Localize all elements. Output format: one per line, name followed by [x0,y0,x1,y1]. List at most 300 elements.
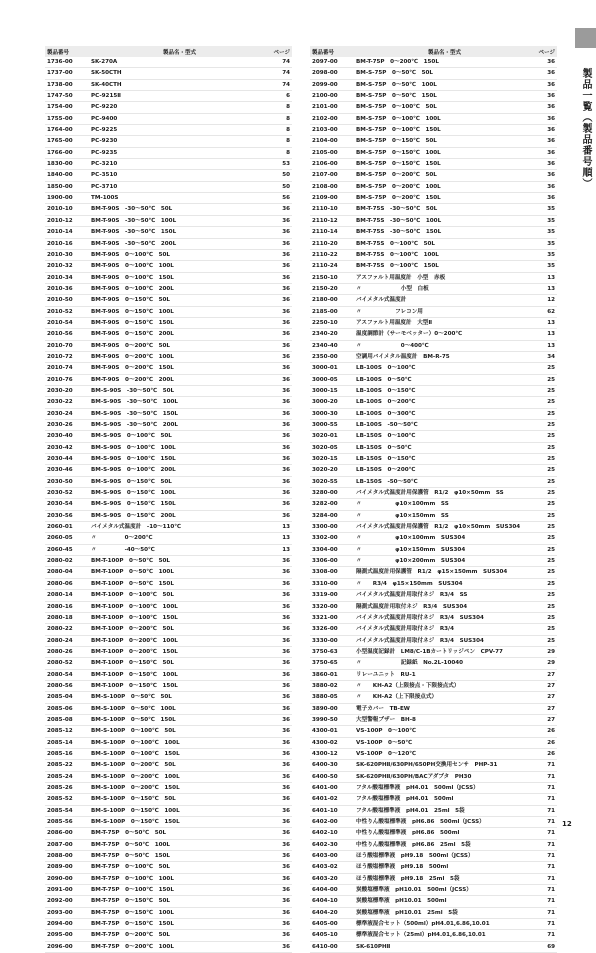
product-name: LB-100S 0～150℃ [356,387,416,394]
table-row [310,749,557,760]
table-row [310,477,557,488]
page-ref: 36 [282,864,290,871]
table-row [45,227,292,238]
page-ref: 36 [282,592,290,599]
page-ref: 25 [547,580,555,587]
table-row [45,942,292,953]
page-ref: 36 [282,342,290,349]
page-ref: 36 [282,875,290,882]
table-row [45,114,292,125]
table-row [310,942,557,953]
product-code: 2085-54 [47,807,73,814]
table-row [45,159,292,170]
product-name: バイメタル式温度計用取付ネジ R3/4 SS [356,592,468,599]
header-code: 製品番号 [312,49,335,56]
product-name: 〃 -40～50℃ [91,546,155,553]
page-ref: 36 [282,932,290,939]
product-name: バイメタル式温度計用保護管 R1/2 φ10×50mm SUS304 [356,524,521,531]
product-code: 2085-06 [47,705,73,712]
product-code: 2110-24 [312,263,338,270]
product-name: BM-T-90S 0～150℃ 100L [91,308,174,315]
page-ref: 36 [547,161,555,168]
page-ref: 13 [547,319,555,326]
page-ref: 8 [286,104,290,111]
table-row [310,556,557,567]
page-ref: 29 [547,660,555,667]
product-name: VS-100P 0～120℃ [356,750,416,757]
table-row [310,261,557,272]
table-row [45,57,292,68]
table-row [45,545,292,556]
page-ref: 36 [282,841,290,848]
product-name: ほう酸塩標準液 pH9.18 500ml [356,864,449,871]
product-name: BM-T-75S 0～100℃ 100L [356,251,439,258]
product-code: 1754-00 [47,104,73,111]
product-code: 4300-02 [312,739,338,746]
page-ref: 36 [282,614,290,621]
page-ref: 36 [547,104,555,111]
product-code: 3880-05 [312,694,338,701]
page-ref: 36 [282,603,290,610]
product-name: BM-S-100P 0～200℃ 100L [91,773,180,780]
header-name: 製品名・型式 [162,49,196,56]
product-name: LB-100S 0～50℃ [356,376,412,383]
page-ref: 36 [282,762,290,769]
product-code: 3304-00 [312,546,338,553]
product-name: 中性りん酸塩標準液 pH6.86 500ml（JCSS） [356,819,485,826]
page-ref: 56 [282,195,290,202]
product-code: 3000-30 [312,410,338,417]
page-ref: 25 [547,433,555,440]
table-row [45,772,292,783]
product-name: SK-620PHⅡ/630PH/BACアダプタ PH30 [356,773,472,780]
product-code: 2010-30 [47,251,73,258]
table-row [310,409,557,420]
product-code: 2030-26 [47,422,73,428]
table-row [310,148,557,159]
product-code: 1738-00 [47,81,73,88]
product-name: BM-S-100P 0～150℃ 100L [91,807,180,814]
table-body [45,57,292,953]
page-ref: 36 [282,943,290,950]
product-name: BM-T-100P 0～150℃ 150L [91,682,178,689]
page-ref: 69 [547,943,555,950]
table-row [310,125,557,136]
page-ref: 13 [547,274,555,281]
page-ref: 8 [286,138,290,145]
page-ref: 25 [547,524,555,531]
table-row [45,443,292,454]
table-row [45,261,292,272]
table-row [45,930,292,941]
table-row [310,284,557,295]
table-row [45,522,292,533]
table-row [45,908,292,919]
header-page: ページ [273,49,290,56]
table-row [45,658,292,669]
product-name: BM-T-90S 0～150℃ 200L [91,331,174,338]
page-ref: 13 [282,524,290,531]
page-ref: 36 [547,195,555,202]
table-row [310,170,557,181]
page-ref: 36 [282,387,290,394]
product-name: BM-S-75P 0～150℃ 100L [356,149,441,156]
table-row [310,670,557,681]
page-ref: 71 [547,898,555,905]
page-ref: 50 [282,172,290,179]
product-name: BM-T-100P 0～50℃ 100L [91,569,174,576]
product-code: 6410-00 [312,943,338,950]
product-code: 3000-01 [312,365,338,372]
product-code: 2085-24 [47,773,73,780]
page-ref: 13 [547,342,555,349]
page-ref: 36 [282,240,290,247]
table-row [310,658,557,669]
product-code: 6404-10 [312,898,338,905]
product-code: 2110-14 [312,229,338,236]
table-row [45,636,292,647]
product-code: 2105-00 [312,149,338,156]
product-code: 6404-00 [312,887,338,894]
table-row [310,363,557,374]
product-code: 2110-20 [312,240,338,247]
page-ref: 35 [547,251,555,258]
table-row [310,908,557,919]
table-row [310,738,557,749]
table-row [310,250,557,261]
product-code: 2340-20 [312,331,338,338]
page-ref: 36 [282,308,290,315]
product-name: 電子カバー TB-EW [356,705,410,712]
page-ref: 36 [282,353,290,360]
product-name: BM-T-75P 0～50℃ 100L [91,841,170,848]
table-row [45,896,292,907]
product-name: PC-3510 [91,172,118,179]
product-code: 3750-65 [312,660,338,667]
page-ref: 13 [547,331,555,338]
table-row [310,885,557,896]
table-row [45,488,292,499]
product-code: 6401-02 [312,796,338,803]
page-ref: 36 [282,773,290,780]
table-row [45,624,292,635]
page-ref: 36 [282,263,290,270]
table-row [310,624,557,635]
product-code: 6402-00 [312,819,338,826]
table-row [310,806,557,817]
page-ref: 36 [547,149,555,156]
product-name: BM-T-100P 0～200℃ 50L [91,626,174,633]
product-name: BM-S-90S 0～150℃ 150L [91,501,176,508]
product-code: 2086-00 [47,830,73,837]
product-code: 6403-00 [312,853,338,860]
product-name: BM-T-100P 0～50℃ 150L [91,580,174,587]
product-code: 2094-00 [47,921,73,928]
product-name: BM-S-90S 0～100℃ 200L [91,467,176,474]
product-code: 2085-26 [47,785,73,791]
page-ref: 53 [282,161,290,168]
product-code: 2030-56 [47,512,73,519]
product-code: 2010-52 [47,308,73,315]
table-row [310,341,557,352]
table-header [310,46,557,57]
page-ref: 36 [282,671,290,678]
table-row [45,613,292,624]
product-code: 3000-15 [312,387,338,394]
table-row [45,136,292,147]
page-ref: 71 [547,773,555,780]
table-row [310,862,557,873]
page-ref: 71 [547,853,555,860]
product-code: 6405-10 [312,932,338,939]
product-name: BM-T-90S 0～200℃ 150L [91,365,174,372]
table-row [310,783,557,794]
table-row [310,817,557,828]
table-row [310,851,557,862]
product-name: 〃 φ10×150mm SUS304 [356,546,466,553]
product-name: 〃 φ10×100mm SS [356,501,449,508]
product-code: 2030-20 [47,387,73,394]
product-name: 炭酸塩標準液 pH10.01 25ml 5袋 [356,909,458,916]
product-name: 温度調節計（サーモベッター）0～200℃ [356,331,463,338]
product-code: 2097-00 [312,59,338,65]
product-code: 2030-54 [47,501,73,508]
page-ref: 36 [282,501,290,508]
product-code: 2087-00 [47,841,73,848]
product-code: 1736-00 [47,59,73,65]
page-ref: 35 [547,263,555,270]
table-row [45,738,292,749]
product-code: 2010-34 [47,274,73,281]
page-ref: 71 [547,875,555,882]
page-ref: 25 [547,501,555,508]
product-name: LB-150S -50～50℃ [356,478,418,485]
product-code: 2104-00 [312,138,338,145]
page-ref: 36 [282,637,290,644]
table-row [45,363,292,374]
product-name: BM-S-100P 0～50℃ 150L [91,716,176,723]
page-ref: 36 [282,251,290,258]
table-row [45,579,292,590]
table-row [45,148,292,159]
product-code: 2080-56 [47,682,73,689]
table-row [45,454,292,465]
page-ref: 34 [547,353,555,360]
page-ref: 62 [547,308,555,315]
page-ref: 8 [286,127,290,134]
product-name: BM-T-90S 0～100℃ 50L [91,251,170,258]
table-row [45,409,292,420]
table-row [310,397,557,408]
product-name: 炭酸塩標準液 pH10.01 500ml（JCSS） [356,887,472,894]
product-code: 3020-55 [312,478,338,485]
product-code: 2085-12 [47,728,73,735]
product-name: SK-620PHⅡ/630PH/650PH交換用センサ PHP-31 [356,762,498,769]
product-name: BM-S-75P 0～100℃ 150L [356,127,441,134]
table-row [310,840,557,851]
product-code: 2098-00 [312,70,338,77]
table-row [45,420,292,431]
table-row [45,511,292,522]
product-name: 中性りん酸塩標準液 pH6.86 500ml [356,830,460,837]
table-row [45,431,292,442]
product-name: BM-S-75P 0～150℃ 50L [356,138,437,145]
product-name: 〃 KH-A2（上限接点・下限接点式） [356,682,460,689]
page-ref: 25 [547,614,555,621]
page-ref: 25 [547,387,555,394]
product-name: BM-S-90S 0～150℃ 100L [91,490,176,497]
product-name: BM-T-75P 0～100℃ 150L [91,887,174,894]
product-code: 3020-05 [312,444,338,451]
table-row [310,57,557,68]
chapter-title: 製品一覧（製品番号順） [580,68,591,189]
product-code: 2030-42 [47,444,73,451]
table-row [45,806,292,817]
product-name: 〃 小型 白板 [356,285,429,292]
product-name: BM-T-100P 0～150℃ 50L [91,660,174,667]
product-code: 3020-15 [312,456,338,463]
table-row [310,545,557,556]
product-code: 1737-00 [47,70,73,77]
page-ref: 27 [547,671,555,678]
product-name: BM-T-75S 0～100℃ 150L [356,263,439,270]
product-name: アスファルト用温度計 小型 赤板 [356,274,446,281]
table-row [310,647,557,658]
product-code: 2108-00 [312,183,338,190]
product-code: 2150-10 [312,274,338,281]
table-row [45,284,292,295]
product-name: PC-9225 [91,127,118,134]
table-row [45,670,292,681]
product-name: BM-S-75P 0～50℃ 50L [356,70,433,77]
chapter-tab-marker [575,28,596,48]
product-code: 2085-08 [47,716,73,723]
product-name: 隔測式温度計用保護管 R1/2 φ15×150mm SUS304 [356,569,508,576]
page-ref: 71 [547,762,555,769]
product-code: 2080-16 [47,603,73,610]
product-code: 3020-20 [312,467,338,474]
product-name: BM-T-90S 0～200℃ 200L [91,376,174,383]
product-code: 2089-00 [47,864,73,871]
table-row [310,533,557,544]
product-code: 2010-54 [47,319,73,326]
product-name: BM-S-90S -30～50℃ 150L [91,410,179,417]
product-code: 3990-50 [312,716,338,723]
product-name: LB-100S -50～50℃ [356,422,418,428]
page-ref: 71 [547,932,555,939]
product-code: 2090-00 [47,875,73,882]
page-ref: 36 [282,728,290,735]
table-row [45,602,292,613]
page-number: 12 [562,820,572,828]
table-row [310,375,557,386]
product-code: 3880-02 [312,682,338,689]
page-ref: 74 [282,81,290,88]
table-row [45,170,292,181]
product-name: BM-T-100P 0～100℃ 150L [91,614,178,621]
table-row [45,692,292,703]
product-name: LB-100S 0～100℃ [356,365,416,372]
product-name: BM-S-90S 0～100℃ 50L [91,433,172,440]
page-ref: 36 [282,682,290,689]
product-name: BM-T-75P 0～150℃ 50L [91,898,170,905]
product-code: 1840-00 [47,172,73,179]
product-code: 2080-26 [47,648,73,655]
product-code: 2030-52 [47,490,73,497]
product-name: PC-3210 [91,161,118,168]
table-row [45,477,292,488]
product-code: 3020-01 [312,433,338,440]
product-name: BM-T-90S -30～50℃ 200L [91,240,177,247]
page-ref: 36 [282,660,290,667]
product-code: 2085-04 [47,694,73,701]
table-row [45,681,292,692]
product-code: 3319-00 [312,592,338,599]
product-name: BM-S-75P 0～200℃ 100L [356,183,441,190]
page-ref: 6 [286,93,290,100]
page-ref: 13 [547,285,555,292]
page-ref: 36 [547,127,555,134]
product-name: PC-3710 [91,183,118,190]
product-code: 2080-06 [47,580,73,587]
table-row [45,329,292,340]
page-ref: 71 [547,819,555,826]
page-ref: 36 [282,433,290,440]
page-ref: 25 [547,376,555,383]
product-code: 3320-00 [312,603,338,610]
product-name: 〃 R3/4 φ15×150mm SUS304 [356,580,463,587]
product-name: BM-T-100P 0～100℃ 50L [91,592,174,599]
table-row [310,91,557,102]
table-row [310,874,557,885]
product-name: BM-T-75P 0～50℃ 150L [91,853,170,860]
product-name: BM-S-100P 0～150℃ 50L [91,796,176,803]
table-row [310,704,557,715]
product-name: BM-S-90S 0～150℃ 200L [91,512,176,519]
product-code: 2010-36 [47,285,73,292]
product-name: 〃 φ10×200mm SUS304 [356,558,466,565]
page-ref: 36 [282,807,290,814]
product-name: バイメタル式温度計用取付ネジ R3/4 SUS304 [356,614,484,621]
page-ref: 71 [547,807,555,814]
page-ref: 36 [282,898,290,905]
product-code: 2030-50 [47,478,73,485]
table-row [310,193,557,204]
product-name: 〃 KH-A2（上下限接点式） [356,694,438,701]
table-row [310,772,557,783]
product-code: 2010-10 [47,206,73,213]
page-ref: 36 [282,796,290,803]
page-ref: 8 [286,115,290,122]
product-name: LB-150S 0～50℃ [356,444,412,451]
product-name: BM-S-75P 0～200℃ 150L [356,195,441,202]
product-code: 6400-30 [312,762,338,769]
product-code: 2030-40 [47,433,73,440]
page-ref: 74 [282,70,290,77]
page-ref: 36 [282,785,290,791]
product-name: BM-T-75S -30～50℃ 100L [356,217,442,224]
product-name: BM-S-75P 0～100℃ 100L [356,115,441,122]
table-row [45,760,292,771]
product-code: 3280-00 [312,490,338,497]
page-ref: 71 [547,864,555,871]
table-row [310,454,557,465]
product-code: 2030-22 [47,399,73,406]
table-row [45,533,292,544]
product-name: BM-T-90S 0～150℃ 150L [91,319,174,326]
product-code: 2085-52 [47,796,73,803]
product-code: 2085-56 [47,819,73,826]
